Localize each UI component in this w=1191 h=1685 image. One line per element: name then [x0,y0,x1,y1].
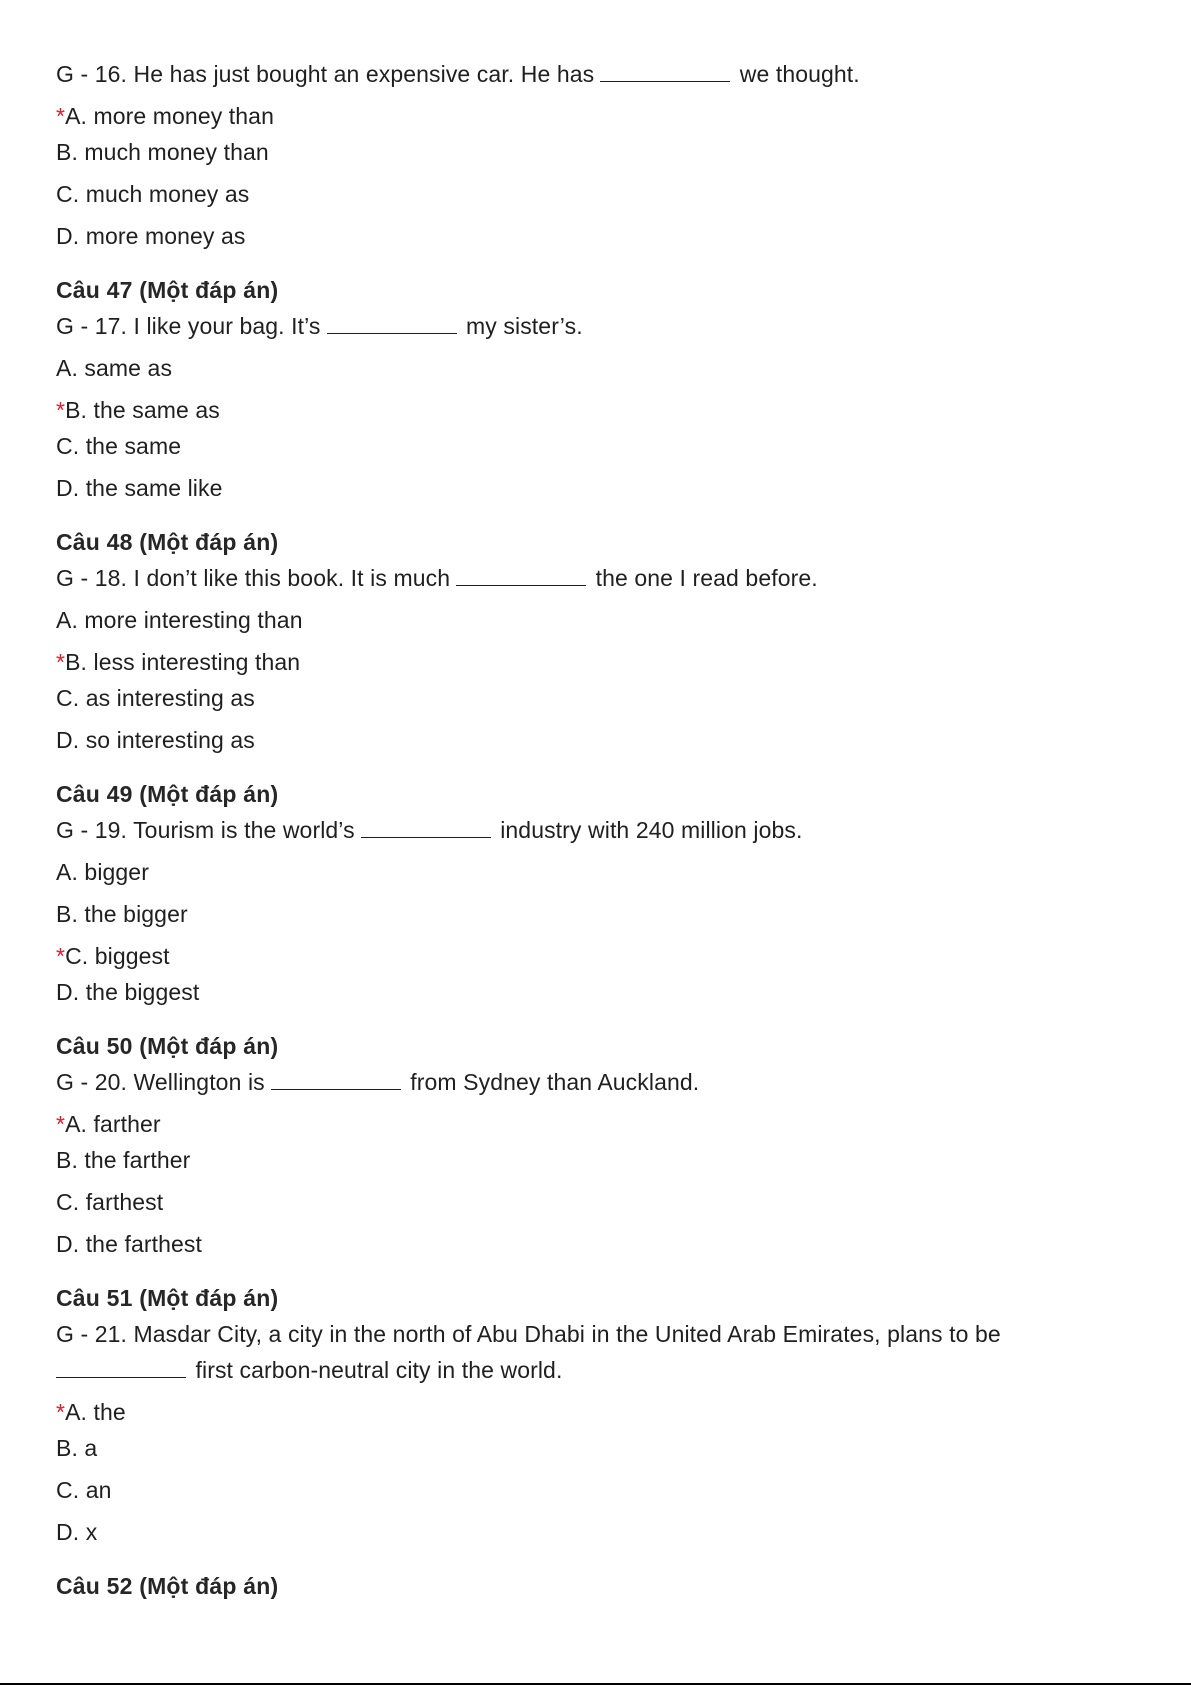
option-d[interactable] [56,977,199,1007]
correct-answer-marker: * [56,103,66,129]
answer-blank [600,80,730,82]
option-c[interactable] [56,941,170,971]
option-a[interactable] [56,353,172,383]
option-a[interactable] [56,605,303,635]
stem-text-before: G - 18. I don’t like this book. It is much [56,565,451,591]
option-text: C. an [56,1477,112,1503]
stem-text-after: industry with 240 million jobs. [500,817,803,843]
stem-text-before: G - 17. I like your bag. It’s [56,313,321,339]
option-b[interactable] [56,647,300,677]
option-d[interactable] [56,221,246,251]
option-c[interactable] [56,179,249,209]
stem-text-before: G - 16. He has just bought an expensive car. He has [56,61,595,87]
stem-text-before: G - 19. Tourism is the world’s [56,817,355,843]
option-text: C. as interesting as [56,685,255,711]
option-text: B. the bigger [56,901,188,927]
correct-answer-marker: * [56,1399,66,1425]
option-text: D. more money as [56,223,246,249]
question-stem-g19 [56,815,802,845]
option-text: D. so interesting as [56,727,255,753]
option-text: B. much money than [56,139,269,165]
question-stem-g18 [56,563,818,593]
option-d[interactable] [56,473,223,503]
stem-text-after: from Sydney than Auckland. [410,1069,700,1095]
stem-text-after: we thought. [739,61,860,87]
question-stem-g20 [56,1067,699,1097]
stem-text-before: G - 20. Wellington is [56,1069,265,1095]
option-text: C. biggest [65,943,170,969]
question-heading-52: Câu 52 (Một đáp án) [56,1573,279,1599]
question-stem-g21-line1: G - 21. Masdar City, a city in the north of Abu Dhabi in the United Arab Emirates, plans to be [56,1321,1001,1347]
option-d[interactable] [56,1517,97,1547]
stem-text-after: the one I read before. [595,565,818,591]
option-text: D. x [56,1519,98,1545]
option-b[interactable] [56,1145,190,1175]
correct-answer-marker: * [56,943,66,969]
question-heading-48: Câu 48 (Một đáp án) [56,529,279,555]
question-heading-47: Câu 47 (Một đáp án) [56,277,279,303]
option-text: D. the same like [56,475,223,501]
option-text: A. more money than [65,103,274,129]
question-heading-49: Câu 49 (Một đáp án) [56,781,279,807]
answer-blank [271,1088,401,1090]
stem-text-after: first carbon-neutral city in the world. [195,1357,563,1383]
option-text: B. a [56,1435,98,1461]
question-heading-51: Câu 51 (Một đáp án) [56,1285,279,1311]
option-b[interactable] [56,899,188,929]
question-stem-g21-line2 [56,1355,562,1385]
option-a[interactable] [56,857,149,887]
option-text: D. the farthest [56,1231,202,1257]
option-text: A. the [65,1399,126,1425]
option-a[interactable] [56,1397,126,1427]
correct-answer-marker: * [56,397,66,423]
option-d[interactable] [56,725,255,755]
option-text: B. less interesting than [65,649,301,675]
option-text: A. same as [56,355,173,381]
option-c[interactable] [56,683,255,713]
option-d[interactable] [56,1229,202,1259]
option-text: A. bigger [56,859,149,885]
answer-blank [456,584,586,586]
option-text: C. the same [56,433,182,459]
answer-blank [56,1376,186,1378]
answer-blank [327,332,457,334]
question-stem-g17 [56,311,583,341]
option-text: D. the biggest [56,979,200,1005]
option-b[interactable] [56,395,220,425]
question-stem-g16 [56,59,860,89]
option-b[interactable] [56,1433,97,1463]
option-b[interactable] [56,137,269,167]
question-heading-50: Câu 50 (Một đáp án) [56,1033,279,1059]
option-c[interactable] [56,1187,163,1217]
answer-blank [361,836,491,838]
correct-answer-marker: * [56,1111,66,1137]
stem-text-after: my sister’s. [466,313,583,339]
correct-answer-marker: * [56,649,66,675]
option-text: B. the farther [56,1147,191,1173]
option-c[interactable] [56,431,181,461]
option-text: B. the same as [65,397,220,423]
option-text: C. farthest [56,1189,164,1215]
option-text: A. farther [65,1111,161,1137]
option-text: A. more interesting than [56,607,303,633]
option-c[interactable] [56,1475,111,1505]
option-a[interactable] [56,1109,161,1139]
option-text: C. much money as [56,181,250,207]
option-a[interactable] [56,101,274,131]
